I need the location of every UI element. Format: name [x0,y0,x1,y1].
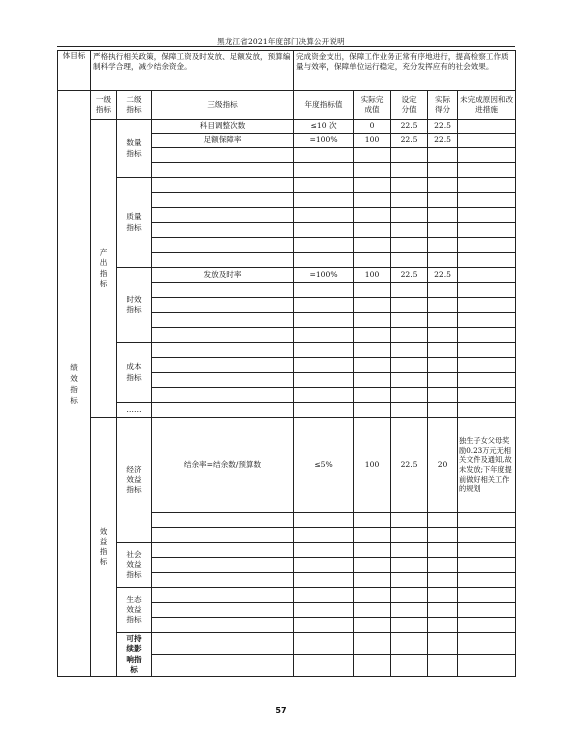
reason-cell: 独生子女父母奖励0.23万元无相关文件及通知,故未发放;下年度提前做好相关工作的规划 [458,418,516,513]
cost-indicator-label: 成本指标 [117,343,152,403]
goal-label: 体目标 [58,51,91,91]
goal-actual: 完成资金支出，保障工作业务正常有序地进行，提高检察工作质量与效率，保障单位运行稳定，充分发挥应有的社会效果。 [294,51,516,91]
ecological-indicator-label: 生态效益指标 [117,588,152,633]
col-reason: 未完成原因和改进措施 [458,91,516,120]
header-rule [57,46,515,47]
table-row [58,343,516,358]
table-row [58,178,516,193]
col-level1: 一级指标 [91,91,117,120]
table-row [58,403,516,418]
goal-planned: 严格执行相关政策，保障工资及时发放、足额发放，预算编制科学合理，减少结余资金。 [91,51,294,91]
output-indicator-label: 产出指标 [91,120,117,418]
ellipsis-label: …… [117,403,152,418]
col-level3: 三级指标 [152,91,294,120]
timeliness-indicator-label: 时效指标 [117,268,152,343]
perf-indicator-label: 绩效指标 [58,91,91,677]
table-row: 足额保障率 =100% 100 22.5 22.5 [58,134,516,148]
table-row [58,588,516,603]
economic-indicator-label: 经济效益指标 [117,418,152,543]
col-level2: 二级指标 [117,91,152,120]
performance-table [57,50,516,677]
col-weight: 设定分值 [391,91,428,120]
col-annual: 年度指标值 [294,91,354,120]
quantity-indicator-label: 数量指标 [117,120,152,178]
col-score: 实际得分 [428,91,458,120]
social-indicator-label: 社会效益指标 [117,543,152,588]
column-header-row [58,91,516,120]
quality-indicator-label: 质量指标 [117,178,152,268]
table-row: 效益指标 经济效益指标 结余率=结余数/预算数 ≤5% 100 22.5 20 独生子女父母奖励0.23万元无相关文件及通知,故未发放;下年度提前做好相关工作的规划 [58,418,516,513]
goal-row [58,51,516,91]
sustainable-indicator-label: 可持续影响指标 [117,633,152,677]
table-row [58,543,516,558]
page-header: 黑龙江省2021年度部门决算公开说明 [217,37,345,46]
table-row [58,633,516,655]
col-actual: 实际完成值 [354,91,391,120]
page-number: 57 [275,706,287,715]
table-row: 时效指标 发放及时率 =100% 100 22.5 22.5 [58,268,516,283]
table-row: 产出指标 数量指标 科目调整次数 ≤10 次 0 22.5 22.5 [58,120,516,134]
benefit-indicator-label: 效益指标 [91,418,117,677]
